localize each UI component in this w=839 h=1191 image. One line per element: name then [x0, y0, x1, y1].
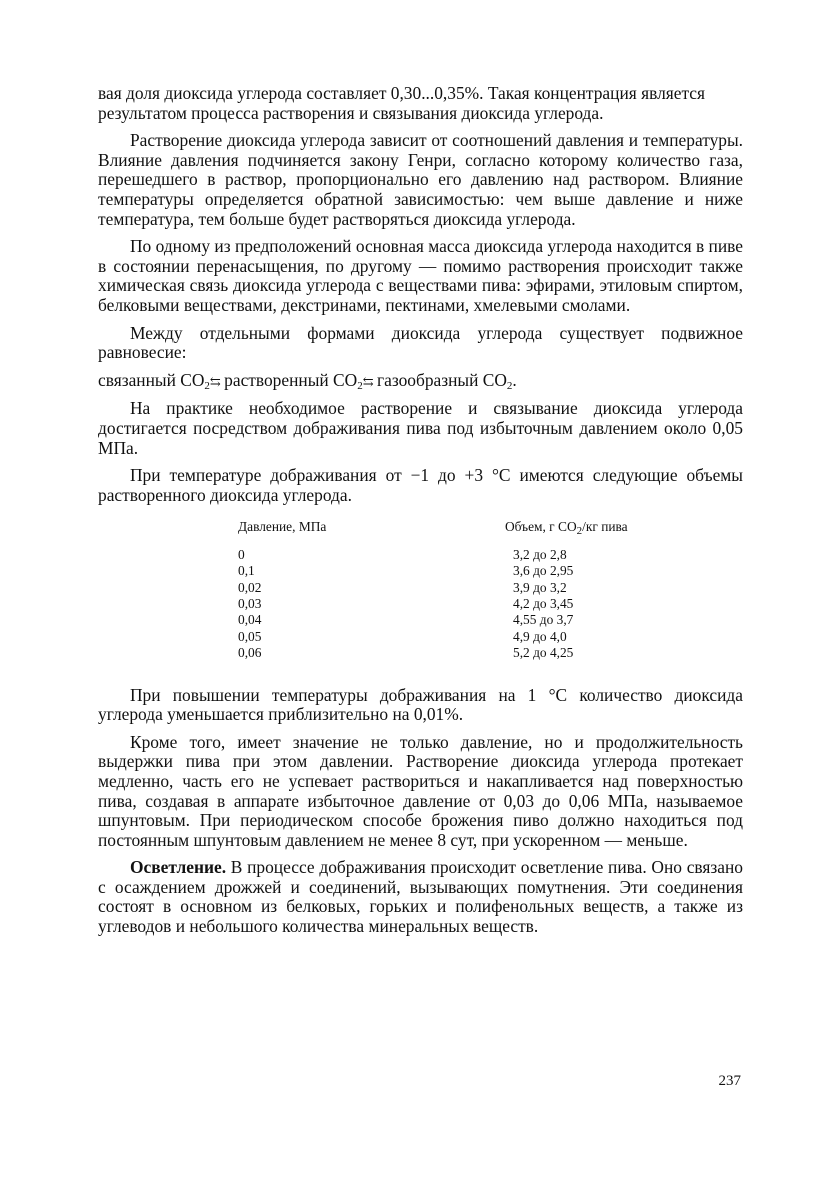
- equation-sub-1: 2: [204, 379, 210, 392]
- paragraph-10-text: В процессе дображивания происходит осветление пива. Оно связано с осаждением дрожжей и соединений, вызывающих помутнения. Эти соединения состоят в основном из белковых, горьких и полифенольных веществ, а также из углеводов и небольшого количества минеральных веществ.: [98, 857, 743, 937]
- body-text: [98, 84, 743, 945]
- pressure-cell: 0,1: [238, 563, 255, 579]
- volume-cell: 3,2 до 2,8: [513, 546, 567, 562]
- paragraph-2: Растворение диоксида углерода зависит от соотношений давления и температуры. Влияние давления подчиняется закону Генри, согласно которому количество газа, перешедшего в раствор, пропорционально его давлению над раствором. Влияние температуры определяется обратной зависимостью: чем выше давление и ниже температура, тем больше будет растворяться диоксида углерода.: [98, 130, 743, 229]
- paragraph-3: По одному из предположений основная масса диоксида углерода находится в пиве в состоянии перенасыщения, по другому — помимо растворения происходит также химическая связь диоксида углерода с веществами пива: эфирами, этиловым спиртом, белковыми веществами, декстринами, пектинами, хмелевыми смолами.: [98, 236, 743, 315]
- volume-cell: 3,6 до 2,95: [513, 563, 574, 579]
- paragraph-9: Кроме того, имеет значение не только давление, но и продолжительность выдержки пива при этом давлении. Растворение диоксида углерода протекает медленно, часть его не успевает раствориться и накапливается над поверхностью пива, создавая в аппарате избыточное давление от 0,03 до 0,06 МПа, называемое шпунтовым. При периодическом способе брожения пиво должно находиться под постоянным шпунтовым давлением не менее 8 сут, при ускоренном — меньше.: [98, 731, 743, 850]
- table-row: [98, 547, 743, 563]
- table-row: [98, 596, 743, 612]
- pressure-cell: 0: [238, 546, 245, 562]
- equilibrium-arrow-1: ⇆: [209, 373, 220, 389]
- paragraph-1: вая доля диоксида углерода составляет 0,30...0,35%. Такая концентрация является результатом процесса растворения и связывания диоксида углерода.: [98, 83, 706, 123]
- pressure-cell: 0,03: [238, 595, 262, 611]
- volume-cell: 5,2 до 4,25: [513, 645, 574, 661]
- pressure-cell: 0,06: [238, 645, 262, 661]
- equation-end: .: [512, 369, 517, 390]
- table-row: [98, 580, 743, 596]
- header-pressure: Давление, МПа: [238, 519, 327, 535]
- section-heading-clarification: Осветление.: [130, 857, 227, 878]
- paragraph-4: Между отдельными формами диоксида углерода существует подвижное равновесие:: [98, 322, 743, 363]
- volume-cell: 4,9 до 4,0: [513, 628, 567, 644]
- pressure-cell: 0,05: [238, 628, 262, 644]
- table-body: [98, 547, 743, 662]
- header-volume: [405, 519, 743, 538]
- volume-cell: 4,55 до 3,7: [513, 612, 574, 628]
- equation-dissolved: растворенный CO: [219, 369, 358, 390]
- table-header-row: [98, 519, 743, 538]
- header-volume-text: Объем, г CO: [505, 519, 577, 535]
- table-row: [98, 629, 743, 645]
- equation-gaseous: газообразный CO: [372, 369, 507, 390]
- equation-sub-2: 2: [357, 379, 363, 392]
- equilibrium-arrow-2: ⇆: [362, 373, 373, 389]
- page-number: 237: [718, 1073, 741, 1089]
- paragraph-8: При повышении температуры дображивания на 1 °С количество диоксида углерода уменьшается приблизительно на 0,01%.: [98, 684, 743, 725]
- table-row: [98, 645, 743, 661]
- paragraph-6: На практике необходимое растворение и связывание диоксида углерода достигается посредством дображивания пива под избыточным давлением около 0,05 МПа.: [98, 398, 743, 458]
- table-row: [98, 612, 743, 628]
- table-row: [98, 563, 743, 579]
- volume-cell: 4,2 до 3,45: [513, 595, 574, 611]
- header-volume-sub: 2: [576, 525, 583, 538]
- pressure-cell: 0,04: [238, 612, 262, 628]
- paragraph-7: При температуре дображивания от −1 до +3 °С имеются следующие объемы растворенного диоксида углерода.: [98, 465, 743, 505]
- paragraph-10: [98, 858, 743, 936]
- equation-sub-3: 2: [506, 379, 513, 392]
- equation-bound: связанный CO: [98, 369, 205, 390]
- header-volume-unit: /кг пива: [582, 519, 628, 535]
- volume-cell: 3,9 до 3,2: [513, 579, 567, 595]
- pressure-cell: 0,02: [238, 579, 262, 595]
- equilibrium-equation: [98, 371, 743, 392]
- co2-volume-table: [98, 519, 743, 661]
